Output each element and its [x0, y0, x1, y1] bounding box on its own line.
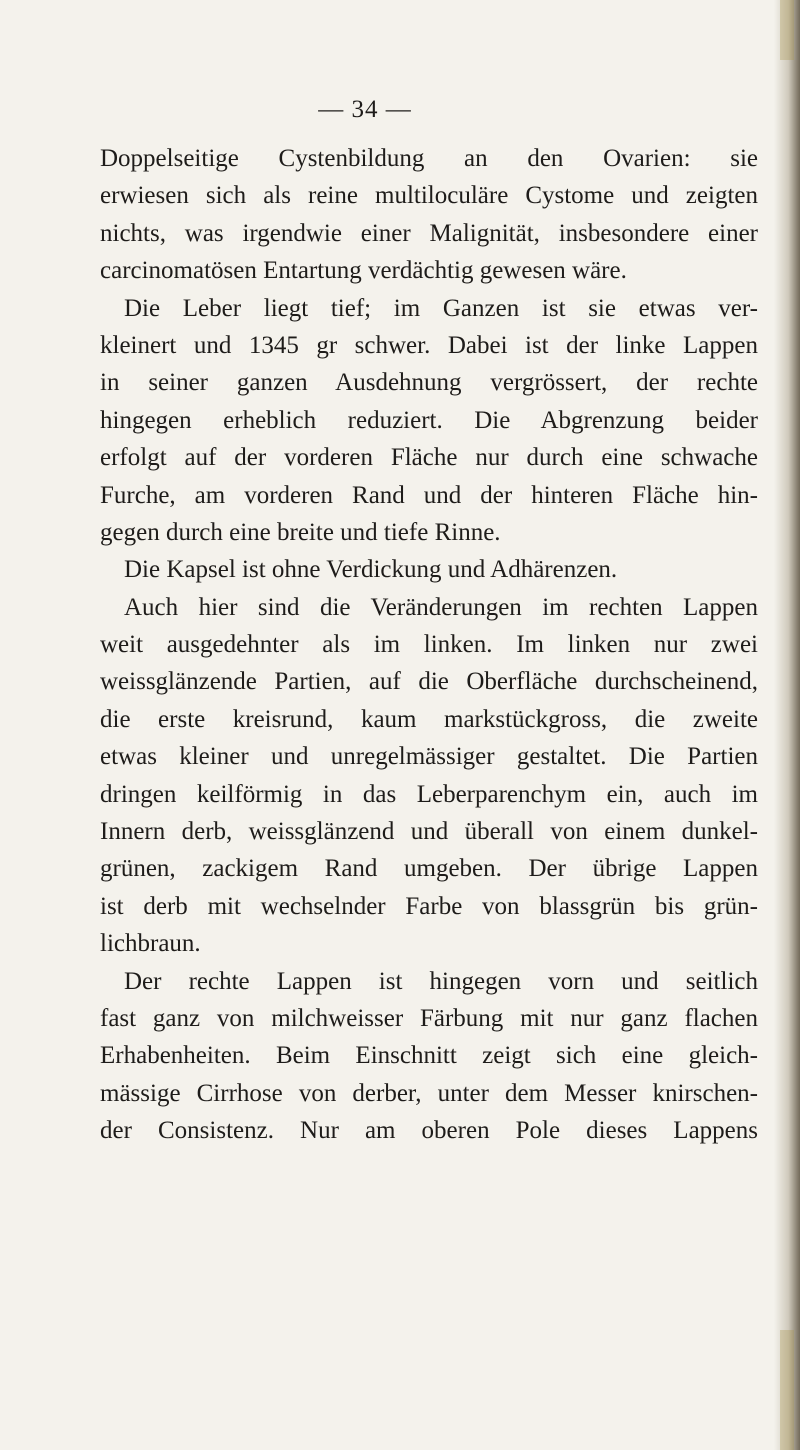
page-edge-stain [780, 0, 794, 60]
text-line: Erhabenheiten. Beim Einschnitt zeigt sich eine gleich- [100, 1042, 758, 1070]
text-line: Auch hier sind die Veränderungen im rechten Lappen [124, 593, 758, 621]
text-line: Die Kapsel ist ohne Verdickung und Adhärenzen. [124, 556, 618, 584]
page-edge-shadow [774, 0, 800, 1450]
text-line: lichbraun. [100, 930, 201, 958]
text-line: die erste kreisrund, kaum markstückgross, die zweite [100, 705, 758, 733]
text-line: ist derb mit wechselnder Farbe von blassgrün bis grün- [100, 892, 758, 920]
text-line: Die Leber liegt tief; im Ganzen ist sie etwas ver- [124, 294, 758, 322]
text-line: hingegen erheblich reduziert. Die Abgrenzung beider [100, 406, 758, 434]
text-line: der Consistenz. Nur am oberen Pole dieses Lappens [100, 1117, 758, 1145]
text-line: gegen durch eine breite und tiefe Rinne. [100, 518, 501, 546]
text-line: weit ausgedehnter als im linken. Im linken nur zwei [100, 631, 758, 659]
text-line: Innern derb, weissglänzend und überall von einem dunkel- [100, 818, 758, 846]
text-line: in seiner ganzen Ausdehnung vergrössert, der rechte [100, 369, 758, 397]
text-line: erfolgt auf der vorderen Fläche nur durch eine schwache [100, 444, 758, 472]
text-line: dringen keilförmig in das Leberparenchym ein, auch im [100, 780, 758, 808]
text-line: kleinert und 1345 gr schwer. Dabei ist der linke Lappen [100, 331, 758, 359]
text-line: fast ganz von milchweisser Färbung mit nur ganz flachen [100, 1004, 758, 1032]
text-line: weissglänzende Partien, auf die Oberfläche durchscheinend, [100, 668, 758, 696]
text-line: Furche, am vorderen Rand und der hinteren Fläche hin- [100, 481, 758, 509]
text-line: Der rechte Lappen ist hingegen vorn und seitlich [124, 967, 758, 995]
text-line: grünen, zackigem Rand umgeben. Der übrige Lappen [100, 855, 758, 883]
text-line: erwiesen sich als reine multiloculäre Cystome und zeigten [100, 182, 758, 210]
text-line: Doppelseitige Cystenbildung an den Ovarien: sie [100, 145, 758, 172]
text-line: carcinomatösen Entartung verdächtig gewesen wäre. [100, 257, 627, 285]
body-text [100, 140, 758, 1150]
text-line: mässige Cirrhose von derber, unter dem Messer knirschen- [100, 1079, 758, 1107]
text-line: etwas kleiner und unregelmässiger gestaltet. Die Partien [100, 743, 758, 771]
page-edge-stain [780, 1330, 794, 1450]
page-number: — 34 — [318, 96, 412, 123]
text-line: nichts, was irgendwie einer Malignität, insbesondere einer [100, 219, 758, 247]
